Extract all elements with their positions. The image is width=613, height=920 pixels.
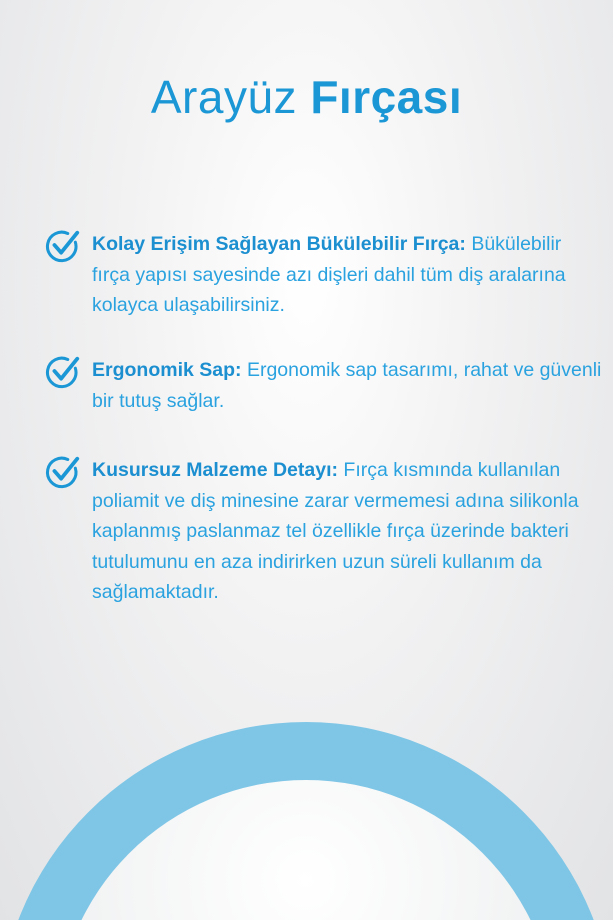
feature-text <box>92 455 602 608</box>
feature-text <box>92 229 602 321</box>
ring-inner <box>56 780 556 920</box>
title-bold: Fırçası <box>310 71 463 123</box>
title-light: Arayüz <box>150 71 298 123</box>
feature-label: Ergonomik Sap: <box>92 359 242 381</box>
feature-description: Fırça kısmında kullanılan poliamit ve diş minesine zarar vermemesi adına silikonla kaplanmış paslanmaz tel özellikle fırça üzerinde bakteri tutulumunu en aza indirirken uzun süreli kullanım da sağlamaktadır. <box>92 459 579 603</box>
feature-description: Ergonomik sap tasarımı, rahat ve güvenli bir tutuş sağlar. <box>92 359 602 412</box>
page-title <box>0 70 613 124</box>
feature-label: Kolay Erişim Sağlayan Bükülebilir Fırça: <box>92 233 466 255</box>
check-circle-icon <box>44 227 82 265</box>
check-circle-icon <box>44 353 82 391</box>
feature-description: Bükülebilir fırça yapısı sayesinde azı dişleri dahil tüm diş aralarına kolayca ulaşabilirsiniz. <box>92 233 566 316</box>
feature-label: Kusursuz Malzeme Detayı: <box>92 459 338 481</box>
check-circle-icon <box>44 453 82 491</box>
feature-text <box>92 355 602 416</box>
ring-outer <box>0 722 613 920</box>
